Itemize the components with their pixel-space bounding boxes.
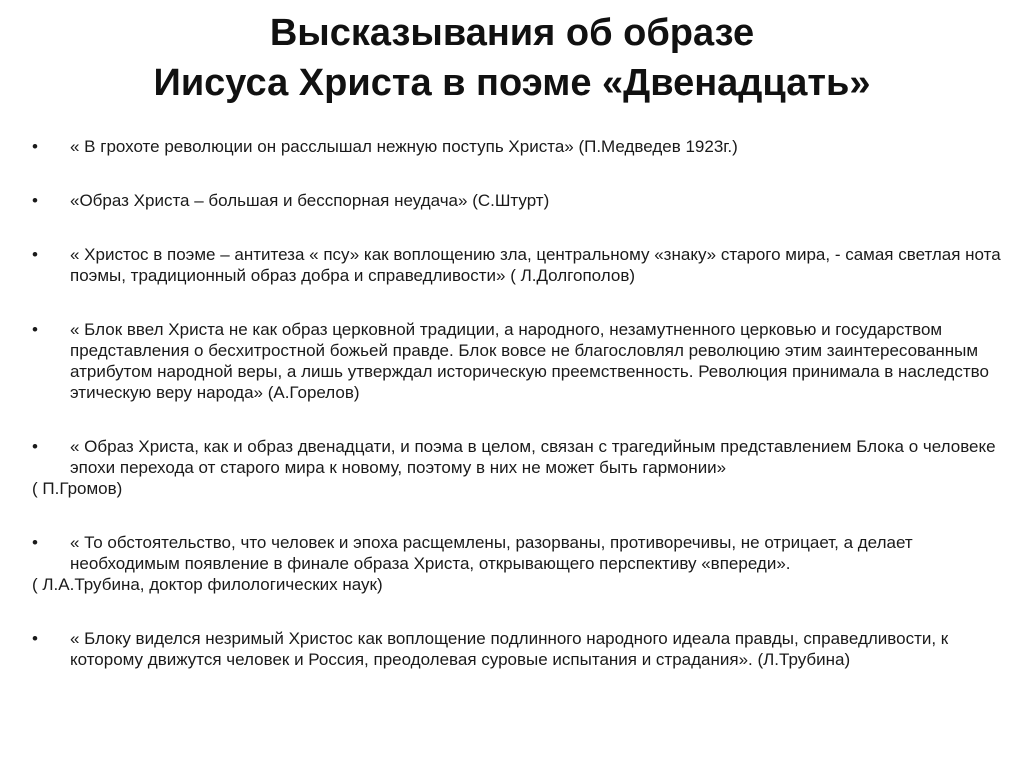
quote-item-6 — [32, 532, 1012, 574]
quote-text: «Образ Христа – большая и бесспорная неудача» (С.Штурт) — [70, 191, 550, 210]
quote-item-4 — [32, 319, 1012, 403]
quote-text: « Христос в поэме – антитеза « псу» как воплощению зла, центральному «знаку» старого мира, - самая светлая нота поэмы, традиционный образ добра и справедливости» ( Л.Долгополов) — [70, 245, 1001, 285]
quote-item-5 — [32, 436, 1012, 478]
quote-list — [32, 136, 1012, 670]
quote-item-2 — [32, 190, 1012, 211]
bullet-icon: • — [32, 191, 38, 210]
quote-attribution: ( П.Громов) — [32, 479, 123, 498]
bullet-icon: • — [32, 437, 38, 456]
bullet-icon: • — [32, 533, 38, 552]
bullet-icon: • — [32, 629, 38, 648]
quote-text: « Блок ввел Христа не как образ церковной традиции, а народного, незамутненного церковью и государством представления о бесхитростной божьей правде. Блок вовсе не благословлял революцию этим заинтересованным атрибутом народной веры, а лишь утверждал историческую преемственность. Революция принимала в наследство этическую веру народа» (А.Горелов) — [70, 320, 989, 402]
quote-item-3 — [32, 244, 1012, 286]
quote-attribution: ( Л.А.Трубина, доктор филологических наук) — [32, 575, 383, 594]
bullet-icon: • — [32, 320, 38, 339]
bullet-icon: • — [32, 137, 38, 156]
quote-text: « Блоку виделся незримый Христос как воплощение подлинного народного идеала правды, справедливости, к которому движутся человек и Россия, преодолевая суровые испытания и страдания». (Л.Трубина) — [70, 629, 949, 669]
title-line-2: Иисуса Христа в поэме «Двенадцать» — [153, 62, 871, 104]
quote-text: « То обстоятельство, что человек и эпоха расщемлены, разорваны, противоречивы, не отрицает, а делает необходимым появление в финале образа Христа, открывающего перспективу «впереди». — [70, 533, 913, 573]
quote-text: « В грохоте революции он расслышал нежную поступь Христа» (П.Медведев 1923г.) — [70, 137, 738, 156]
quote-item-1 — [32, 136, 1012, 157]
title-line-1: Высказывания об образе — [269, 12, 755, 54]
bullet-icon: • — [32, 245, 38, 264]
quote-item-7 — [32, 628, 1012, 670]
slide-title — [0, 8, 1024, 108]
quote-text: « Образ Христа, как и образ двенадцати, и поэма в целом, связан с трагедийным представлением Блока о человеке эпохи перехода от старого мира к новому, поэтому в них не может быть гармонии» — [70, 437, 996, 477]
